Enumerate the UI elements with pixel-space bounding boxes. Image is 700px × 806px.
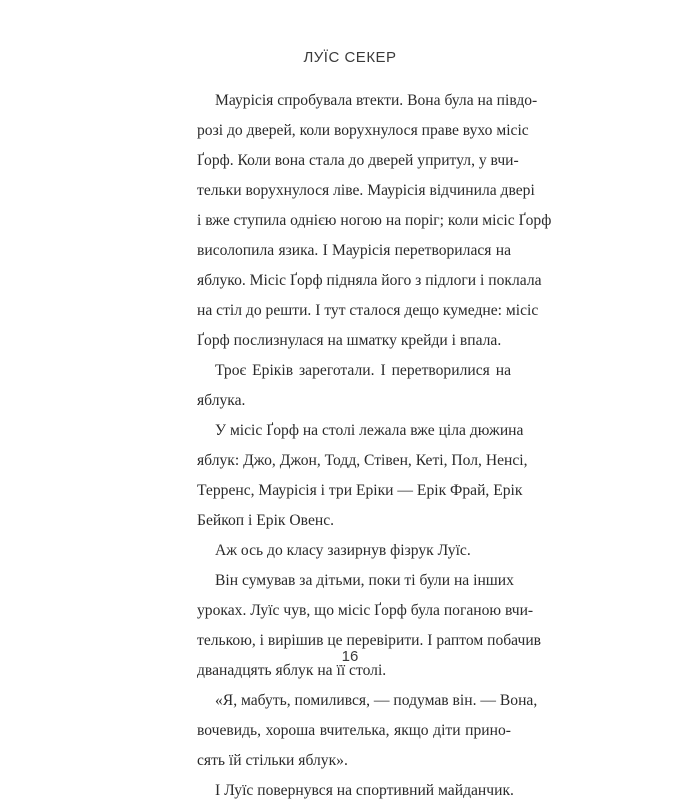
text-line: дванадцять яблук на її столі. — [197, 662, 387, 679]
text-line: сять їй стільки яблук». — [197, 752, 348, 769]
text-line: вочевидь, хороша вчителька, якщо діти прино- — [197, 722, 511, 739]
text-line: тельки ворухнулося ліве. Маурісія відчинила двері — [197, 182, 535, 199]
text-line: розі до дверей, коли ворухнулося праве вухо місіс — [197, 122, 529, 139]
text-line: І Луїс повернувся на спортивний майданчик. — [215, 782, 514, 799]
text-line: висолопила язика. І Маурісія перетворилася на — [197, 242, 511, 259]
running-head: ЛУЇС СЕКЕР — [303, 49, 397, 66]
text-line: Троє Еріків зареготали. І перетворилися на — [215, 362, 511, 379]
text-line: Аж ось до класу зазирнув фізрук Луїс. — [215, 542, 471, 559]
body-text — [197, 86, 552, 806]
text-line: Терренс, Маурісія і три Еріки — Ерік Фрай, Ерік — [197, 482, 523, 499]
text-line: телькою, і вирішив це перевірити. І раптом побачив — [197, 632, 542, 649]
text-line: Маурісія спробувала втекти. Вона була на півдо- — [215, 92, 538, 109]
text-line: У місіс Ґорф на столі лежала вже ціла дюжина — [215, 422, 524, 439]
text-line: яблука. — [197, 392, 246, 409]
text-line: Ґорф послизнулася на шматку крейди і впала. — [197, 332, 502, 349]
page-number: 16 — [341, 648, 359, 665]
text-line: на стіл до решти. І тут сталося дещо кумедне: місіс — [197, 302, 539, 319]
text-line: яблук: Джо, Джон, Тодд, Стівен, Кеті, Пол, Ненсі, — [197, 452, 528, 469]
text-line: Він сумував за дітьми, поки ті були на інших — [215, 572, 514, 589]
text-line: Бейкоп і Ерік Овенс. — [197, 512, 335, 529]
text-line: і вже ступила однією ногою на поріг; коли місіс Ґорф — [197, 212, 552, 229]
text-line: яблуко. Місіс Ґорф підняла його з підлоги і поклала — [197, 272, 542, 289]
text-line: Ґорф. Коли вона стала до дверей упритул, у вчи- — [197, 152, 519, 169]
text-line: «Я, мабуть, помилився, — подумав він. — Вона, — [215, 692, 538, 709]
text-line: уроках. Луїс чув, що місіс Ґорф була поганою вчи- — [197, 602, 534, 619]
